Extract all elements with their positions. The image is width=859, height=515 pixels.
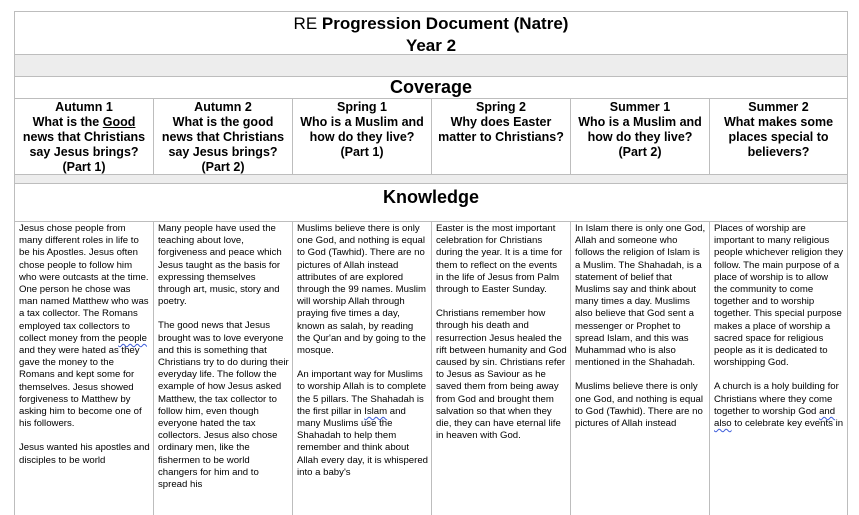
coverage-row	[15, 98, 847, 174]
knowledge-text: In Islam there is only one God, Allah and someone who follows the religion of Islam is a Muslim. The Shahadah, is a statement of belief that Muslims say and think about many times a day. Muslims also believe that God sent a messenger or Prophet to spread Islam, and this was Muhammad who is also mentioned in the Shahadah. Muslims believe there is only one God, and nothing is equal to God (Tawhid). There are no pictures of Allah instead	[575, 223, 706, 430]
knowledge-cell-spring-2	[432, 221, 571, 515]
term-question: What is the good news that Christians say Jesus brings? (Part 2)	[161, 115, 285, 174]
term-name: Summer 2	[748, 100, 809, 114]
term-question: What is the Good news that Christians say Jesus brings? (Part 1)	[22, 115, 146, 174]
knowledge-text: Muslims believe there is only one God, and nothing is equal to God (Tawhid). There are no pictures of Allah instead attributes of are explored through the 99 names. Muslim will worship Allah through praying five times a day, known as salah, by reading the Qur'an and by going to the mosque. An important way for Muslims to worship Allah is to complete the 5 pillars. The Shahadah is the first pillar in Islam and many Muslims use the Shahadah to help them remember and think about Allah every day, it is whispered into a baby's	[297, 223, 428, 478]
knowledge-cell-spring-1	[293, 221, 432, 515]
term-question: Why does Easter matter to Christians?	[438, 115, 564, 144]
knowledge-cell-summer-2	[710, 221, 847, 515]
term-name: Spring 1	[336, 100, 387, 114]
coverage-cell-summer-2	[710, 98, 847, 174]
coverage-cell-spring-1	[293, 98, 432, 174]
knowledge-cell-autumn-1	[15, 221, 154, 515]
coverage-cell-autumn-1	[15, 98, 154, 174]
term-name: Autumn 1	[55, 100, 113, 114]
term-header	[154, 98, 292, 174]
term-header	[571, 98, 709, 160]
knowledge-text: Easter is the most important celebration for Christians during the year. It is a time for them to reflect on the events in the life of Jesus from Palm through to Easter Sunday. Christians remember how through his death and resurrection Jesus healed the rift between humanity and God caused by sin. Christians refer to Jesus as Saviour as he saved them from being away from God and brought them salvation so that when they die, they can have eternal life in heaven with God.	[436, 223, 567, 442]
coverage-cell-summer-1	[571, 98, 710, 174]
term-question: What makes some places special to believers?	[723, 115, 834, 159]
coverage-cell-spring-2	[432, 98, 571, 174]
term-header	[293, 98, 431, 160]
term-name: Summer 1	[609, 100, 671, 114]
knowledge-text: Jesus chose people from many different roles in life to be his Apostles. Jesus often chose people to follow him who were outcasts at the time. One person he chose was man named Matthew who was a tax collector. The Romans employed tax collectors to collect money from the people and they were hated as they gave the money to the Romans and kept some for themselves. Jesus showed forgiveness to Matthew by asking him to become one of his followers. Jesus wanted his apostles and disciples to be world	[19, 223, 150, 466]
blank-band	[15, 175, 847, 183]
document-subtitle: Year 2	[405, 36, 457, 55]
flagged-word: Islam	[364, 405, 388, 417]
coverage-cell-autumn-2	[154, 98, 293, 174]
progression-document	[14, 11, 848, 515]
document-title	[15, 13, 847, 34]
term-name: Spring 2	[475, 100, 526, 114]
term-header	[432, 98, 570, 145]
flagged-word: people	[118, 332, 147, 344]
knowledge-heading: Knowledge	[382, 187, 479, 207]
blank-band	[15, 55, 847, 76]
knowledge-row	[15, 221, 847, 515]
term-header	[710, 98, 847, 160]
term-question: Who is a Muslim and how do they live? (Part 1)	[300, 115, 424, 159]
table-border-top	[15, 11, 847, 12]
term-name: Autumn 2	[194, 100, 252, 114]
underlined-word: Good	[102, 115, 136, 129]
knowledge-text: Many people have used the teaching about love, forgiveness and peace which Jesus taught as the basis for expressing themselves through art, music, story and poetry. The good news that Jesus brought was to love everyone and this is something that Christians try to do during their everyday life. The follow the example of how Jesus asked Matthew, the tax collector to follow him, even though everyone hated the tax collectors. Jesus also chose ordinary men, like the fishermen to be world changers for him and to spread his	[158, 223, 289, 491]
title-main: Progression Document (Natre)	[321, 14, 569, 33]
term-header	[15, 98, 153, 174]
knowledge-text: Places of worship are important to many religious people whichever religion they follow. The main purpose of a place of worship is to allow the community to come together and to worship together. This special purpose makes a place of worship a sacred space for religious people as it is dedicated to worshipping God. A church is a holy building for Christians where they come together to worship God and also to celebrate key events in	[714, 223, 844, 430]
title-prefix: RE	[293, 14, 322, 33]
knowledge-cell-autumn-2	[154, 221, 293, 515]
term-question: Who is a Muslim and how do they live? (Part 2)	[578, 115, 702, 159]
knowledge-cell-summer-1	[571, 221, 710, 515]
flagged-word: and also	[714, 405, 836, 430]
coverage-heading: Coverage	[389, 77, 473, 97]
